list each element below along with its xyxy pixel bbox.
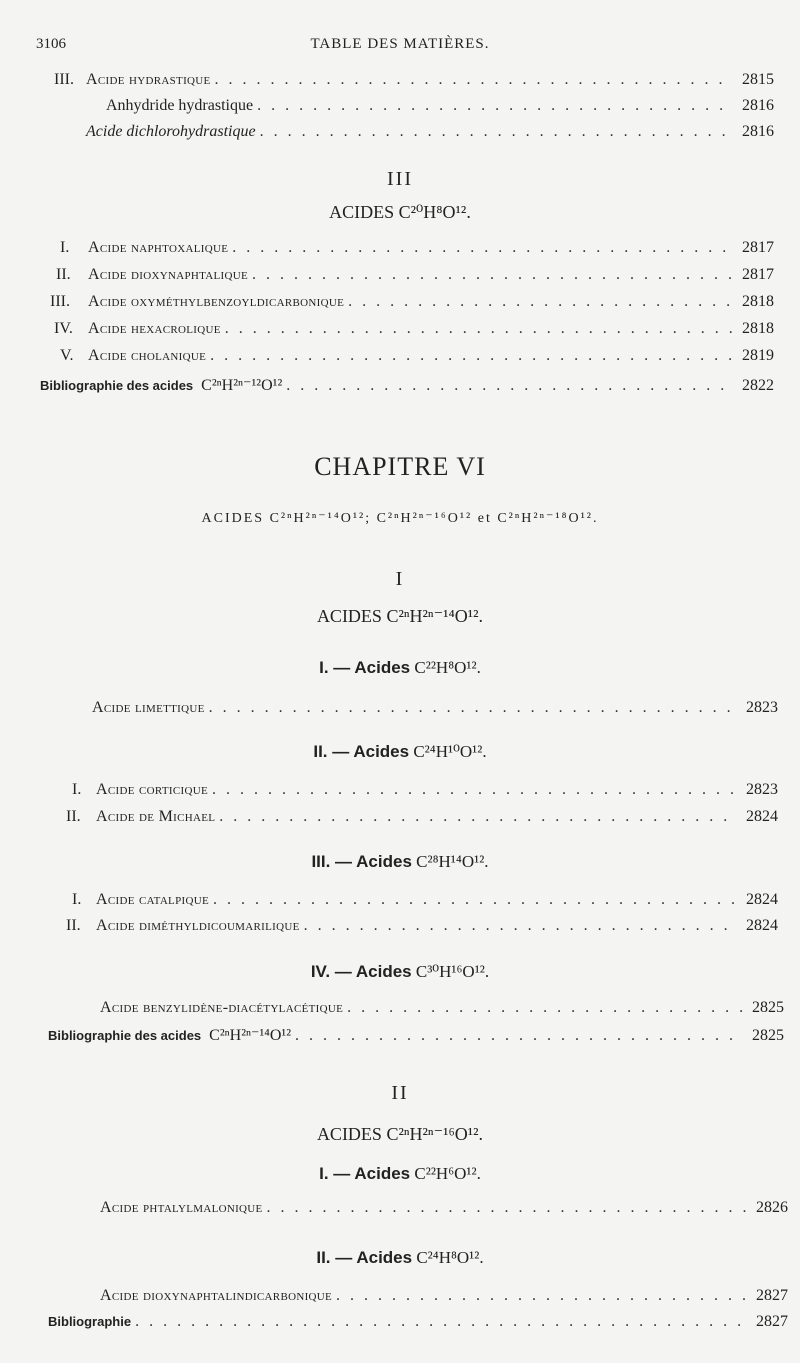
toc-entry[interactable] (86, 120, 774, 144)
leader-dots (336, 1284, 746, 1308)
entry-page: 2818 (742, 293, 774, 310)
toc-entry[interactable] (92, 696, 778, 720)
entry-label: Acide naphtoxalique (88, 239, 229, 256)
toc-entry[interactable] (60, 236, 774, 260)
leader-dots (219, 805, 736, 829)
toc-entry[interactable] (54, 68, 774, 92)
subsection-formula: C²⁴H¹⁰O¹². (413, 742, 487, 761)
leader-dots (257, 94, 732, 118)
section-number: III (387, 168, 413, 190)
running-title: TABLE DES MATIÈRES. (310, 36, 490, 52)
leader-dots (348, 290, 732, 314)
toc-entry[interactable] (54, 317, 774, 341)
toc-entry[interactable] (50, 290, 774, 314)
entry-number: V. (60, 347, 74, 364)
entry-page: 2817 (742, 239, 774, 256)
entry-label: Acide cholanique (88, 347, 207, 364)
entry-number: I. (72, 891, 82, 908)
entry-label: Bibliographie des acides (48, 1028, 202, 1043)
subsection-label: I. — Acides (319, 658, 411, 677)
leader-dots (252, 263, 732, 287)
leader-dots (304, 914, 736, 938)
entry-page: 2818 (742, 320, 774, 337)
leader-dots (286, 374, 732, 398)
toc-entry[interactable] (72, 888, 778, 912)
section-title: ACIDES C²⁰H⁸O¹². (329, 202, 471, 222)
subsection-label: I. — Acides (319, 1164, 411, 1183)
entry-number: II. (66, 917, 81, 934)
subsection-heading (0, 1164, 800, 1184)
toc-entry[interactable] (56, 263, 774, 287)
entry-label: Acide diméthyldicoumarilique (96, 917, 300, 934)
entry-number: III. (54, 71, 74, 88)
section-title: ACIDES C²ⁿH²ⁿ⁻¹⁶O¹². (316, 1124, 484, 1144)
entry-page: 2826 (756, 1199, 788, 1216)
entry-number: I. (72, 781, 82, 798)
toc-entry-bibliography[interactable] (40, 374, 774, 398)
entry-number: II. (66, 808, 81, 825)
entry-label: Acide dichlorohydrastique (86, 123, 256, 140)
leader-dots (232, 236, 732, 260)
leader-dots (210, 344, 732, 368)
chapter-subtitle: ACIDES C²ⁿH²ⁿ⁻¹⁴O¹²; C²ⁿH²ⁿ⁻¹⁶O¹² et C²ⁿH²ⁿ⁻¹⁸O¹². (201, 511, 599, 526)
subsection-label: II. — Acides (316, 1248, 413, 1267)
subsection-label: III. — Acides (311, 852, 412, 871)
leader-dots (260, 120, 732, 144)
entry-label: Acide benzylidène-diacétylacétique (100, 999, 344, 1016)
entry-page: 2816 (742, 123, 774, 140)
toc-entry[interactable] (66, 914, 778, 938)
entry-page: 2819 (742, 347, 774, 364)
entry-page: 2827 (756, 1313, 788, 1330)
entry-page: 2824 (746, 808, 778, 825)
entry-label: Acide dioxynaphtalique (88, 266, 248, 283)
entry-label: Acide limettique (92, 699, 205, 716)
entry-page: 2823 (746, 781, 778, 798)
leader-dots (213, 888, 736, 912)
leader-dots (215, 68, 732, 92)
subsection-formula: C²²H⁶O¹². (414, 1164, 481, 1183)
entry-formula: C²ⁿH²ⁿ⁻¹⁴O¹² (209, 1027, 292, 1044)
entry-page: 2822 (742, 377, 774, 394)
leader-dots (209, 696, 736, 720)
entry-page: 2824 (746, 891, 778, 908)
entry-label: Acide phtalylmalonique (100, 1199, 263, 1216)
entry-label: Acide hexacrolique (88, 320, 221, 337)
subsection-heading (0, 962, 800, 982)
subsection-formula: C²⁸H¹⁴O¹². (416, 852, 489, 871)
subsection-label: IV. — Acides (310, 962, 412, 981)
subsection-formula: C²²H⁸O¹². (414, 658, 481, 677)
entry-label: Acide de Michael (96, 808, 216, 825)
entry-page: 2825 (752, 999, 784, 1016)
leader-dots (212, 778, 736, 802)
toc-entry[interactable] (100, 996, 784, 1020)
entry-label: Bibliographie des acides (40, 378, 194, 393)
leader-dots (295, 1024, 742, 1048)
toc-entry-bibliography[interactable] (48, 1024, 784, 1048)
toc-entry[interactable] (66, 805, 778, 829)
subsection-heading (0, 658, 800, 678)
page-number: 3106 (36, 36, 66, 52)
subsection-heading (0, 852, 800, 872)
subsection-label: II. — Acides (313, 742, 410, 761)
entry-label: Acide dioxynaphtalindicarbonique (100, 1287, 333, 1304)
section-title: ACIDES C²ⁿH²ⁿ⁻¹⁴O¹². (316, 606, 484, 626)
entry-label: Acide oxyméthylbenzoyldicarbonique (88, 293, 345, 310)
subsection-heading (0, 742, 800, 762)
leader-dots (225, 317, 732, 341)
subsection-heading (0, 1248, 800, 1268)
entry-page: 2815 (742, 71, 774, 88)
entry-label: Anhydride hydrastique (106, 97, 254, 114)
toc-entry[interactable] (60, 344, 774, 368)
entry-number: III. (50, 293, 70, 310)
toc-entry[interactable] (100, 1284, 788, 1308)
entry-page: 2824 (746, 917, 778, 934)
entry-formula: C²ⁿH²ⁿ⁻¹²O¹² (201, 377, 283, 394)
entry-page: 2817 (742, 266, 774, 283)
entry-label: Acide hydrastique (86, 71, 211, 88)
entry-page: 2827 (756, 1287, 788, 1304)
chapter-title: CHAPITRE VI (314, 452, 486, 481)
section-number: II (391, 1082, 409, 1104)
entry-page: 2823 (746, 699, 778, 716)
leader-dots (267, 1196, 746, 1220)
entry-number: IV. (54, 320, 73, 337)
leader-dots (135, 1310, 746, 1334)
leader-dots (347, 996, 742, 1020)
entry-label: Acide catalpique (96, 891, 209, 908)
subsection-formula: C³⁰H¹⁶O¹². (415, 962, 490, 981)
toc-entry[interactable] (106, 94, 774, 118)
entry-number: I. (60, 239, 70, 256)
entry-page: 2825 (752, 1027, 784, 1044)
toc-entry-bibliography[interactable] (48, 1310, 788, 1334)
entry-label: Acide corticique (96, 781, 208, 798)
toc-entry[interactable] (100, 1196, 788, 1220)
entry-page: 2816 (742, 97, 774, 114)
toc-entry[interactable] (72, 778, 778, 802)
entry-number: II. (56, 266, 71, 283)
subsection-formula: C²⁴H⁸O¹². (416, 1248, 484, 1267)
entry-label: Bibliographie (48, 1314, 132, 1329)
section-number: I (395, 568, 405, 590)
